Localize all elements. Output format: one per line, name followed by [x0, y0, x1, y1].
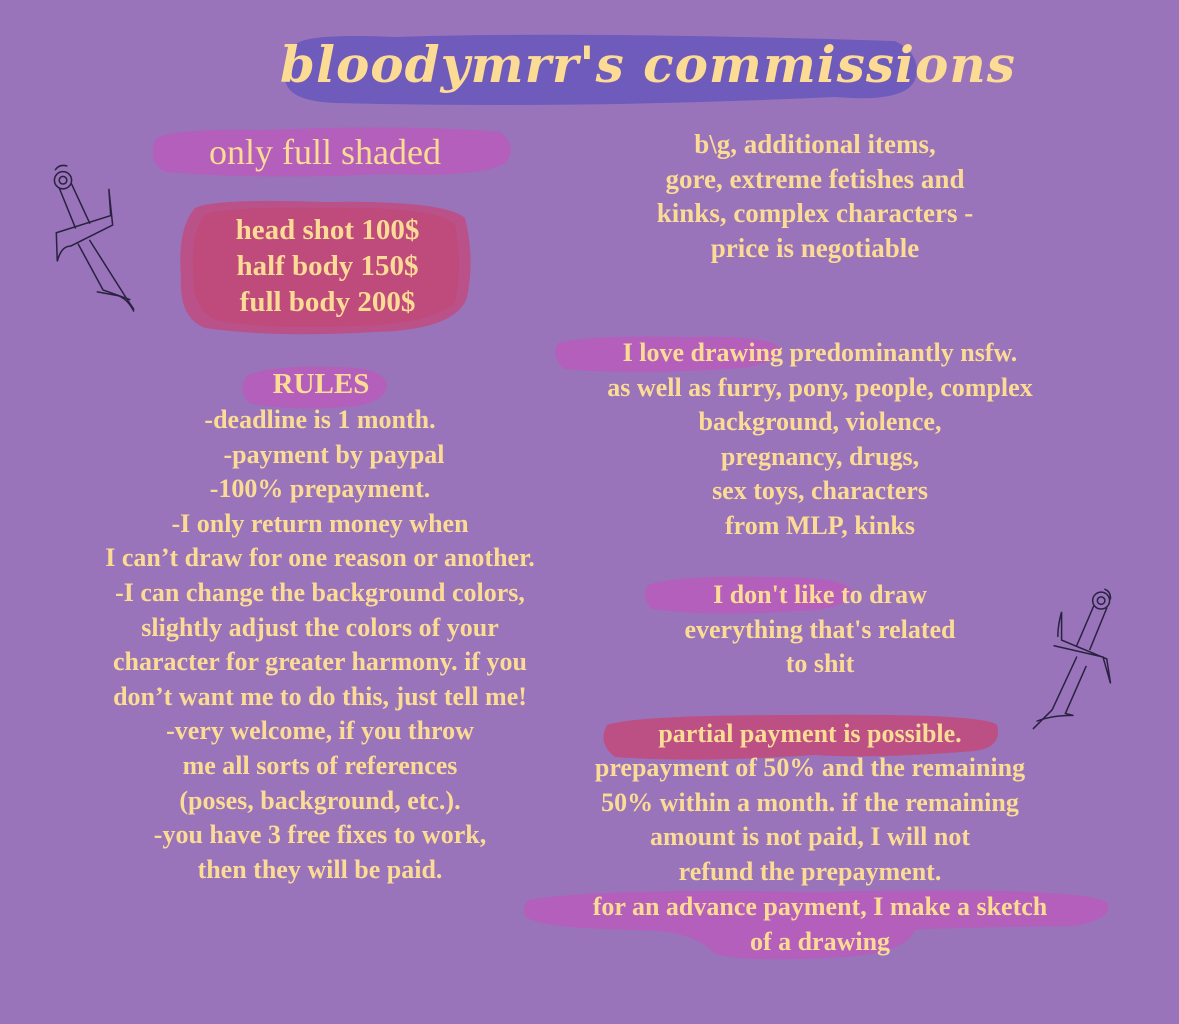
price-list — [185, 212, 470, 320]
pricing-heading: only full shaded — [209, 132, 441, 172]
rule-item: -deadline is 1 month. — [204, 405, 436, 434]
rule-item: -100% prepayment. — [209, 474, 431, 504]
sketch-note: for an advance payment, I make a sketch of a drawing — [592, 892, 1048, 956]
rule-item: -payment by paypal — [223, 439, 445, 469]
rule-item: slightly adjust the colors of your — [141, 612, 499, 642]
rule-item: I can’t draw for one reason or another. — [105, 543, 535, 573]
rule-item: me all sorts of references — [182, 750, 458, 780]
rules-list — [40, 403, 600, 887]
dislikes-note: I don't like to draw everything that's related to shit — [684, 580, 956, 678]
rule-item: -very welcome, if you throw — [166, 716, 474, 746]
extras-note: b\g, additional items, gore, extreme fetishes and kinks, complex characters - price is negotiable — [656, 129, 974, 263]
rule-item: -I only return money when — [171, 508, 469, 538]
rule-item: don’t want me to do this, just tell me! — [113, 681, 527, 711]
rule-item: -you have 3 free fixes to work, — [153, 820, 487, 850]
price-item: head shot 100$ — [235, 214, 420, 246]
rule-item: character for greater harmony. if you — [113, 647, 527, 677]
rule-item: -I can change the background colors, — [115, 577, 525, 607]
rule-item: then they will be paid. — [197, 854, 443, 884]
page-title: bloodymrr's commissions — [280, 35, 1016, 94]
likes-note: I love drawing predominantly nsfw. as well as furry, pony, people, complex background, violence, pregnancy, drugs, sex toys, characters from MLP, kinks — [607, 338, 1033, 540]
rules-heading: RULES — [272, 368, 370, 400]
payment-heading: partial payment is possible. — [658, 719, 962, 748]
payment-terms: prepayment of 50% and the remaining 50% within a month. if the remaining amount is not paid, I will not refund the prepayment. — [594, 753, 1026, 886]
dagger-sketch-icon — [42, 155, 147, 320]
rule-item: (poses, background, etc.). — [179, 785, 461, 815]
dagger-sketch-icon — [1022, 578, 1120, 738]
price-item: half body 150$ — [236, 250, 419, 282]
price-item: full body 200$ — [239, 286, 416, 318]
